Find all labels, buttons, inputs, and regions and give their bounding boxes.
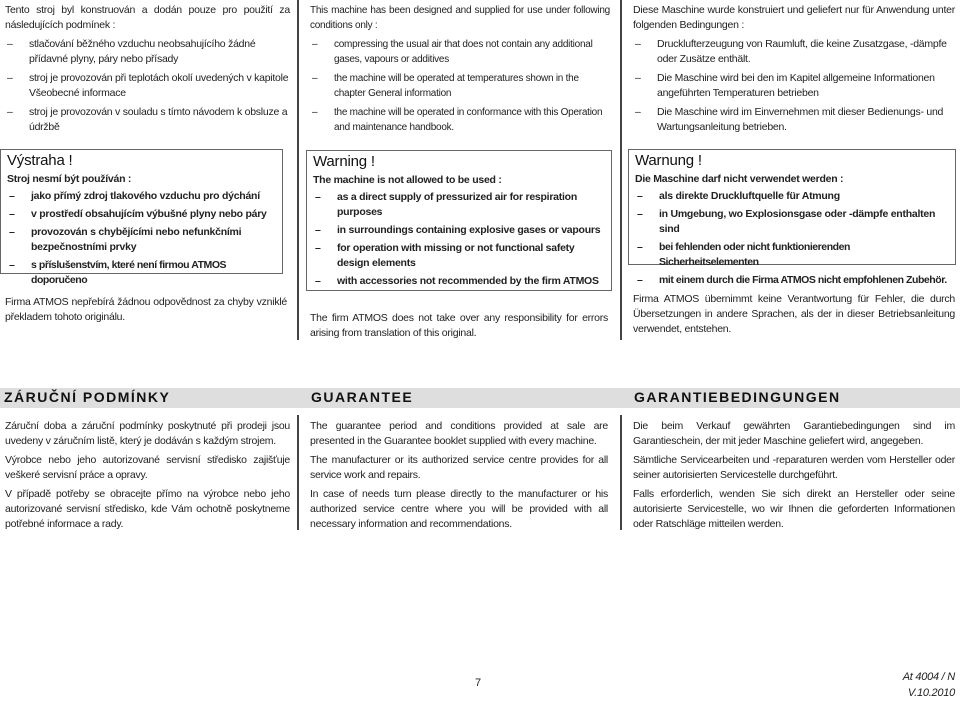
column-divider: [297, 0, 299, 340]
disclaimer-cz: Firma ATMOS nepřebírá žádnou odpovědnost za chyby vzniklé překladem tohoto originálu.: [5, 296, 287, 323]
conditions-intro: Tento stroj byl konstruován a dodán pouze pro použití za následujících podmínek :: [5, 4, 290, 31]
guarantee-paragraph: V případě potřeby se obracejte přímo na výrobce nebo jeho autorizované servisní středisko, kde Vám ochotně poskytneme potřebné informace a rady.: [5, 488, 290, 530]
conditions-cz: [5, 3, 290, 139]
column-divider: [297, 415, 299, 530]
warning-box-de: [628, 149, 956, 286]
list-item: – bei fehlenden oder nicht funktionierenden Sicherheitselementen: [635, 240, 949, 270]
list-item: – s příslušenstvím, které není firmou ATMOS doporučeno: [7, 258, 276, 288]
guarantee-paragraph: Falls erforderlich, wenden Sie sich direkt an Hersteller oder seine autorisierte Servicestelle, wo wir Ihnen die geforderten Informationen oder Ratschläge mitteilen werden.: [633, 488, 955, 530]
page-number: 7: [475, 677, 481, 689]
guarantee-paragraph: Sämtliche Servicearbeiten und -reparaturen werden vom Hersteller oder seiner autorisierten Servicestelle durchgeführt.: [633, 454, 955, 481]
document-id: At 4004 / N: [902, 671, 955, 683]
column-divider: [620, 415, 622, 530]
guarantee-en: [310, 419, 608, 536]
warning-box-en: [306, 150, 612, 291]
conditions-en: [310, 3, 610, 139]
disclaimer-en: The firm ATMOS does not take over any responsibility for errors arising from translation of this original.: [310, 312, 608, 339]
guarantee-paragraph: Die beim Verkauf gewährten Garantiebedingungen sind im Garantieschein, der mit jeder Maschine geliefert wird, angegeben.: [633, 420, 955, 447]
list-item: – v prostředí obsahujícím výbušné plyny nebo páry: [7, 207, 276, 222]
list-item: – for operation with missing or not functional safety design elements: [313, 241, 605, 271]
warning-title: Warning !: [313, 153, 375, 170]
guarantee-de: [633, 419, 955, 536]
list-item: – stroj je provozován v souladu s tímto návodem k obsluze a údržbě: [5, 105, 290, 135]
warning-box-cz: [0, 149, 283, 286]
list-item: – in Umgebung, wo Explosionsgase oder -dämpfe enthalten sind: [635, 207, 949, 237]
document-version: V.10.2010: [907, 687, 955, 699]
warning-title: Warnung !: [635, 152, 702, 169]
list-item: – mit einem durch die Firma ATMOS nicht empfohlenen Zubehör.: [635, 273, 949, 288]
conditions-intro: This machine has been designed and supplied for use under following conditions only :: [310, 5, 610, 31]
list-item: – Die Maschine wird im Einvernehmen mit dieser Bedienungs- und Wartungsanleitung betrieben.: [633, 105, 955, 135]
disclaimer-de: Firma ATMOS übernimmt keine Verantwortung für Fehler, die durch Übersetzungen in andere Sprachen, als der in dieser Betriebsanleitung verwendet, entstehen.: [633, 293, 955, 335]
list-item: – as a direct supply of pressurized air for respiration purposes: [313, 190, 605, 220]
warning-title: Výstraha !: [7, 152, 73, 169]
list-item: – Drucklufterzeugung von Raumluft, die keine Zusatzgase, -dämpfe oder Zusätze enthält.: [633, 37, 955, 67]
warning-lead: The machine is not allowed to be used :: [313, 174, 502, 186]
warning-lead: Die Maschine darf nicht verwendet werden :: [635, 173, 844, 185]
guarantee-paragraph: The guarantee period and conditions provided at sale are presented in the Guarantee booklet supplied with every machine.: [310, 420, 608, 447]
guarantee-heading-cz: ZÁRUČNÍ PODMÍNKY: [4, 389, 171, 405]
guarantee-paragraph: Záruční doba a záruční podmínky poskytnuté při prodeji jsou uvedeny v záručním listě, který je dodáván s každým strojem.: [5, 420, 290, 447]
warning-lead: Stroj nesmí být používán :: [7, 173, 132, 185]
guarantee-heading-de: GARANTIEBEDINGUNGEN: [634, 389, 841, 405]
list-item: – the machine will be operated at temperatures shown in the chapter General information: [310, 71, 610, 101]
conditions-intro: Diese Maschine wurde konstruiert und geliefert nur für Anwendung unter folgenden Bedingungen :: [633, 4, 955, 31]
list-item: – the machine will be operated in conformance with this Operation and maintenance handbook.: [310, 105, 610, 135]
list-item: – als direkte Druckluftquelle für Atmung: [635, 189, 949, 204]
list-item: – provozován s chybějícími nebo nefunkčními bezpečnostními prvky: [7, 225, 276, 255]
list-item: – stlačování běžného vzduchu neobsahujícího žádné přídavné plyny, páry nebo přísady: [5, 37, 290, 67]
guarantee-paragraph: The manufacturer or its authorized service centre provides for all service work and repairs.: [310, 454, 608, 481]
list-item: – jako přímý zdroj tlakového vzduchu pro dýchání: [7, 189, 276, 204]
list-item: – Die Maschine wird bei den im Kapitel allgemeine Informationen angeführten Temperaturen betrieben: [633, 71, 955, 101]
guarantee-heading-en: GUARANTEE: [311, 389, 414, 405]
guarantee-paragraph: In case of needs turn please directly to the manufacturer or his authorized service centre where you will be provided with all necessary information and recommendations.: [310, 488, 608, 530]
list-item: – in surroundings containing explosive gases or vapours: [313, 223, 605, 238]
guarantee-heading-band: [0, 388, 960, 408]
guarantee-paragraph: Výrobce nebo jeho autorizované servisní středisko zajišťuje veškeré servisní práce a opravy.: [5, 454, 290, 481]
column-divider: [620, 0, 622, 340]
list-item: – with accessories not recommended by the firm ATMOS: [313, 274, 605, 289]
guarantee-cz: [5, 419, 290, 536]
list-item: – stroj je provozován při teplotách okolí uvedených v kapitole Všeobecné informace: [5, 71, 290, 101]
conditions-de: [633, 3, 955, 139]
list-item: – compressing the usual air that does not contain any additional gases, vapours or additives: [310, 37, 610, 67]
